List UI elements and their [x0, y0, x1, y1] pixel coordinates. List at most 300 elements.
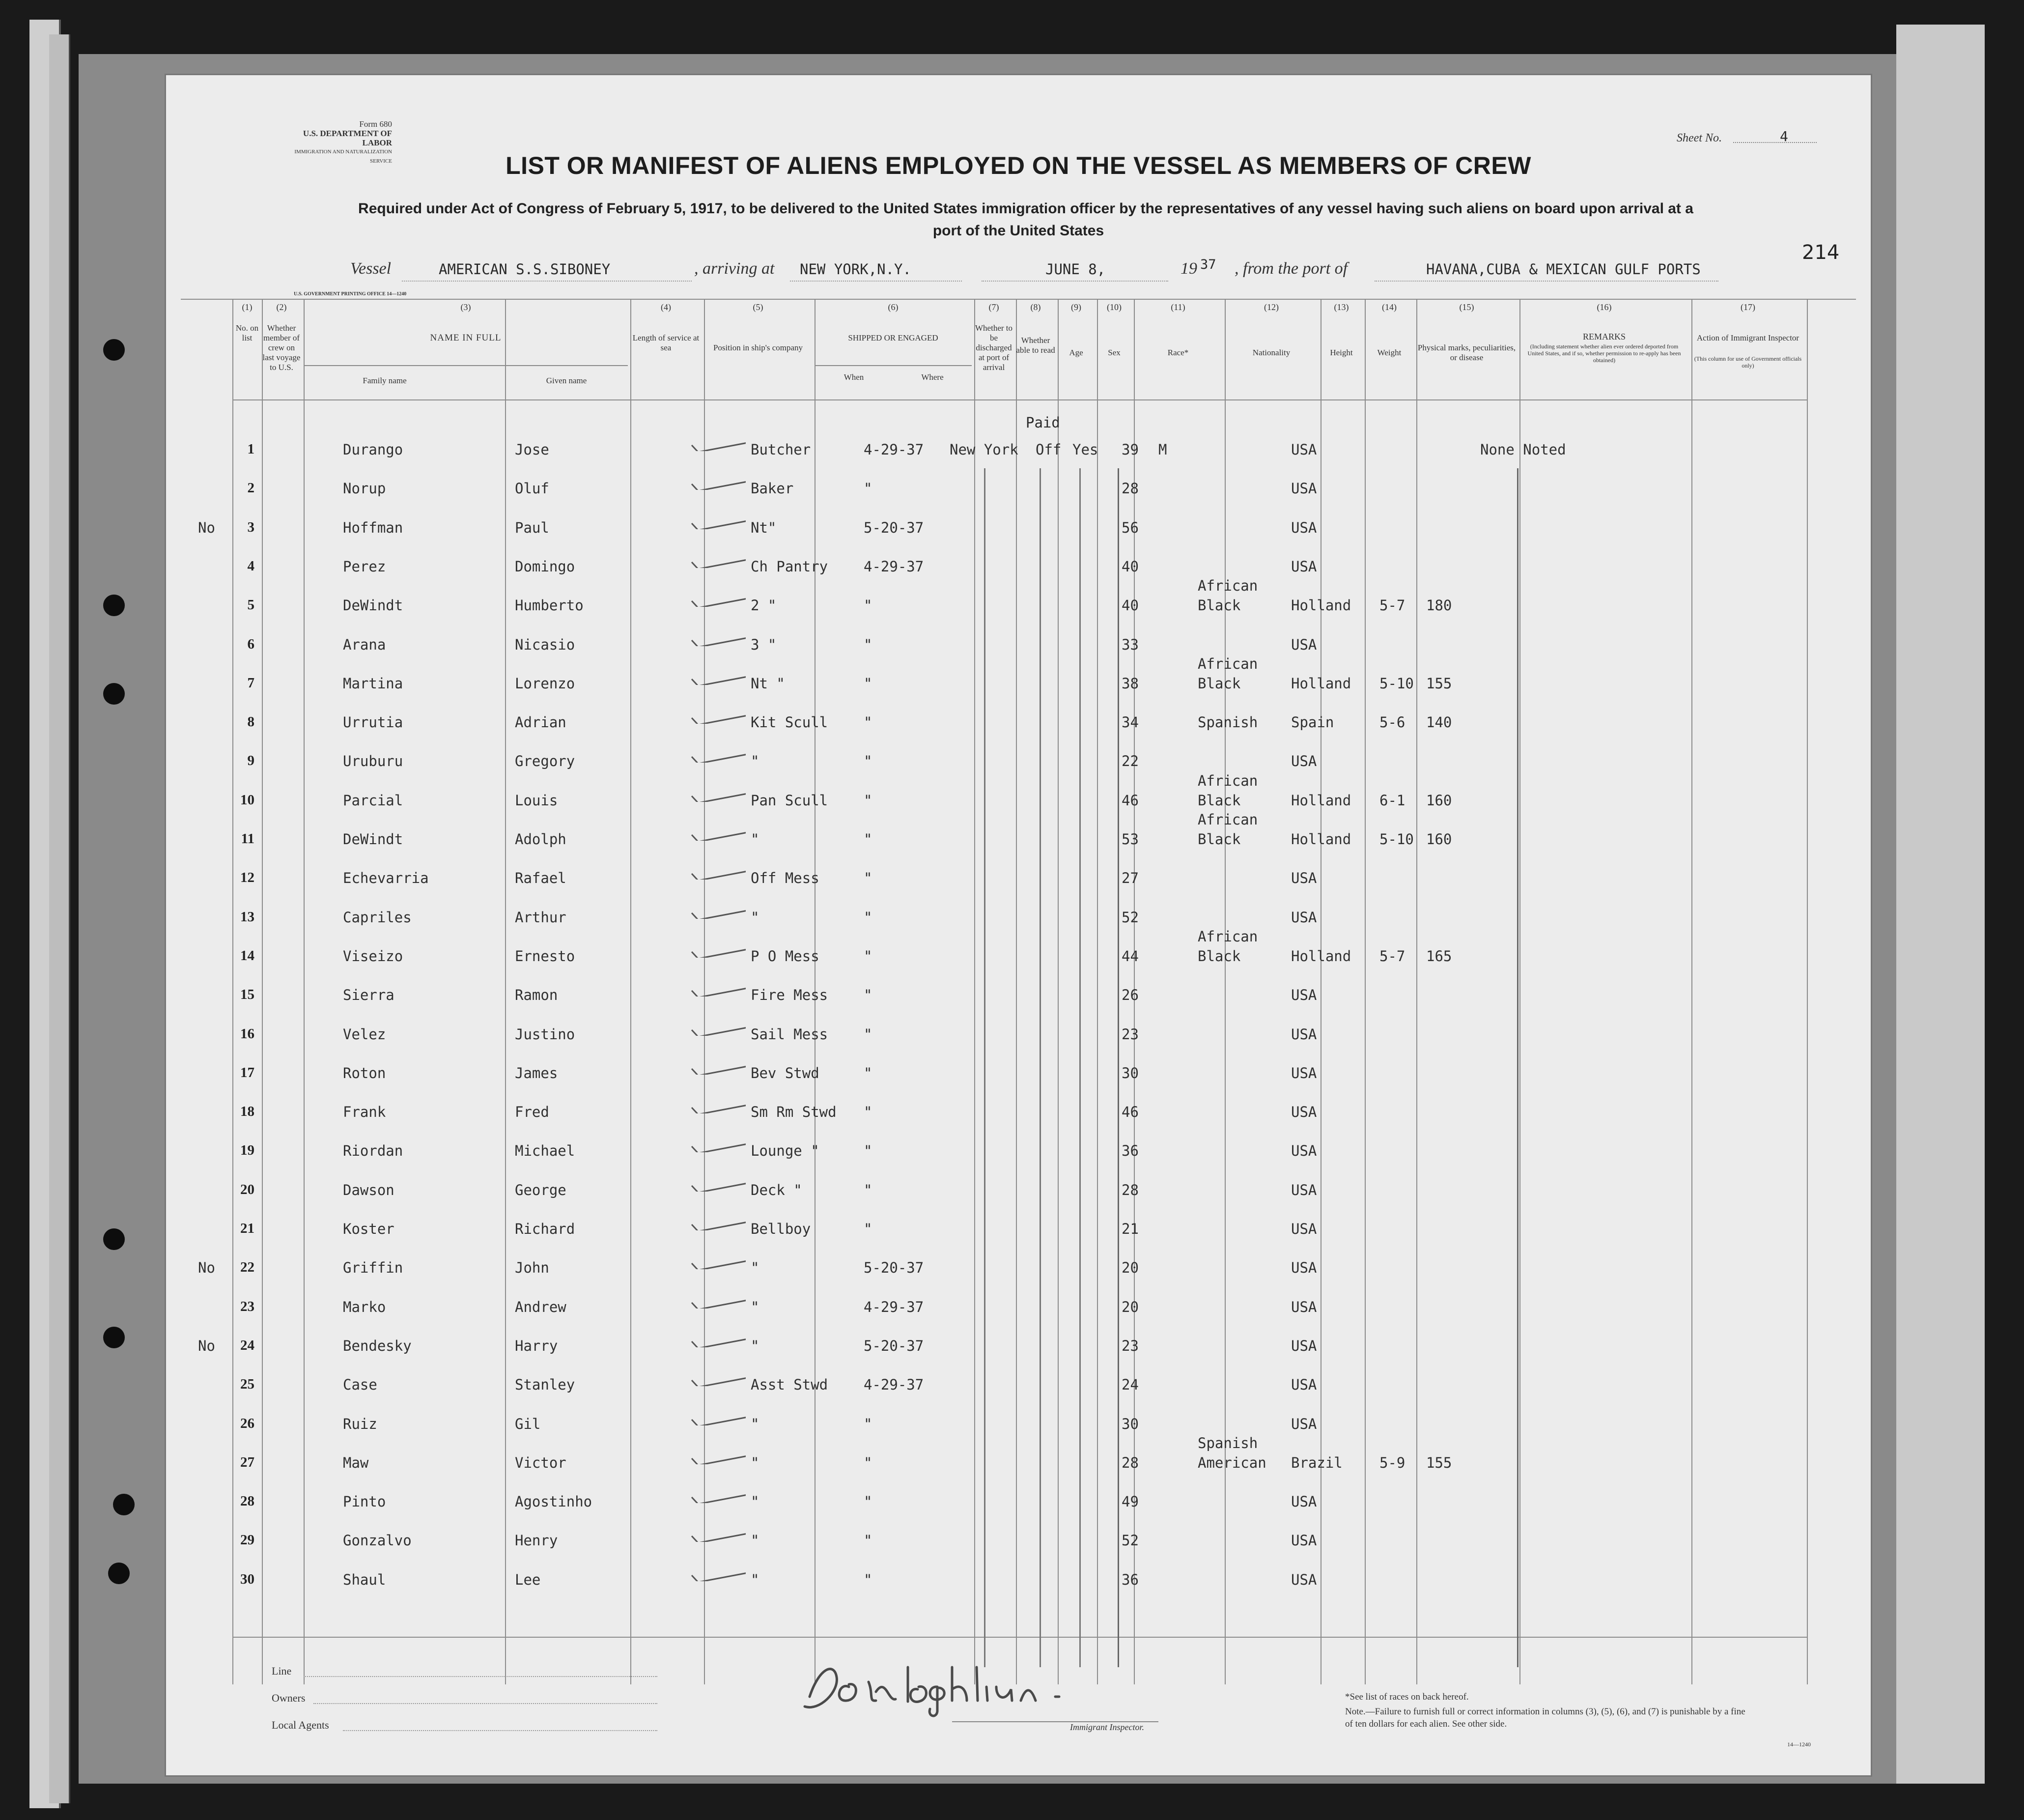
cell-given: Oluf [515, 480, 549, 497]
cell-age: 30 [1122, 1415, 1139, 1432]
table-row-rule [815, 365, 972, 366]
col-weight: Weight [1377, 348, 1402, 357]
cell-position: " [751, 831, 759, 848]
cell-nationality: USA [1291, 1025, 1317, 1043]
cell-no: 28 [240, 1493, 254, 1509]
cell-position: Ch Pantry [751, 558, 828, 575]
cell-age: 28 [1122, 1454, 1139, 1471]
cell-given: Gregory [515, 753, 575, 770]
col-16-number: (16) [1597, 302, 1612, 312]
cell-when: 4-29-37 [864, 441, 924, 458]
cell-position: " [751, 753, 759, 770]
length-of-service-check [689, 1483, 746, 1503]
cell-when: " [864, 909, 872, 926]
binder-hole [103, 683, 125, 705]
cell-nationality: Holland [1291, 597, 1351, 614]
col-5-number: (5) [753, 302, 763, 312]
cell-family: Case [343, 1376, 377, 1393]
table-column-rule [1807, 299, 1808, 1684]
subtitle-line-1: Required under Act of Congress of February 5, 1917, to be delivered to the United States immigration officer by the representatives of any vessel having such aliens on board upon arrival at a [358, 200, 1693, 217]
owners-label: Owners [272, 1692, 306, 1704]
cell-no: 5 [247, 597, 254, 613]
cell-no: 20 [240, 1181, 254, 1197]
table-column-rule [1225, 299, 1226, 1684]
vessel-label: Vessel [350, 259, 392, 278]
cell-age: 40 [1122, 558, 1139, 575]
cell-given: Henry [515, 1532, 558, 1549]
cell-no: 24 [240, 1337, 254, 1353]
cell-last: No [198, 519, 215, 536]
cell-family: Marko [343, 1298, 386, 1315]
table-column-rule [1691, 299, 1692, 1684]
binder-hole [108, 1563, 130, 1584]
cell-age: 20 [1122, 1259, 1139, 1277]
cell-weight: 160 [1426, 831, 1452, 848]
table-row-rule [232, 1637, 1807, 1638]
cell-nationality: Holland [1291, 792, 1351, 809]
cell-given: Adrian [515, 714, 566, 731]
col-15-number: (15) [1459, 302, 1474, 312]
cell-age: 24 [1122, 1376, 1139, 1393]
cell-position: " [751, 1415, 759, 1432]
cell-when: 4-29-37 [864, 1298, 924, 1315]
col-12-number: (12) [1264, 302, 1279, 312]
col-name-in-full: NAME IN FULL [430, 333, 502, 343]
col-able-to-read: Whether able to read [1016, 336, 1055, 355]
cell-nationality: USA [1291, 441, 1317, 458]
cell-nationality: Holland [1291, 675, 1351, 692]
cell-last: No [198, 1259, 215, 1277]
cell-nationality: USA [1291, 1415, 1317, 1432]
col-remarks: REMARKS [1582, 332, 1626, 341]
cell-no: 11 [241, 831, 254, 847]
cell-position: Bellboy [751, 1221, 811, 1237]
col-family-name: Family name [363, 376, 407, 385]
col-inspector-note: (This column for use of Government officials only) [1694, 355, 1802, 369]
length-of-service-check [689, 1250, 746, 1269]
cell-height: 5-6 [1379, 714, 1406, 731]
cell-nationality: USA [1291, 1259, 1317, 1277]
col-shipped-engaged: SHIPPED OR ENGAGED [848, 333, 938, 342]
cell-position: " [751, 1298, 759, 1315]
cell-no: 4 [247, 558, 254, 574]
col-14-number: (14) [1382, 302, 1397, 312]
cell-weight: 155 [1426, 675, 1452, 692]
cell-position: Deck " [751, 1181, 802, 1198]
cell-race2: Black [1198, 792, 1241, 809]
cell-position: " [751, 1571, 759, 1588]
cell-height: 5-10 [1379, 675, 1414, 692]
col-height: Height [1330, 348, 1353, 357]
length-of-service-check [689, 821, 746, 841]
cell-age: 22 [1122, 753, 1139, 770]
cell-position: Sm Rm Stwd [751, 1104, 837, 1121]
cell-no: 25 [240, 1376, 254, 1393]
cell-nationality: USA [1291, 480, 1317, 497]
cell-last: No [198, 1337, 215, 1354]
cell-given: Jose [515, 441, 549, 458]
printing-office: U.S. GOVERNMENT PRINTING OFFICE 14—1240 [294, 291, 407, 297]
cell-no: 10 [240, 792, 254, 808]
cell-no: 27 [240, 1454, 254, 1470]
cell-family: Ruiz [343, 1415, 377, 1432]
cell-family: Roton [343, 1064, 386, 1081]
col-inspector-action: Action of Immigrant Inspector [1696, 333, 1799, 342]
cell-when: " [864, 1454, 872, 1471]
col-given-name: Given name [546, 376, 587, 385]
cell-family: Arana [343, 636, 386, 653]
col-4-number: (4) [661, 302, 671, 312]
col-position: Position in ship's company [713, 343, 803, 352]
cell-height: 5-7 [1379, 597, 1406, 614]
cell-family: Sierra [343, 987, 394, 1004]
cell-when: " [864, 947, 872, 965]
date-underline [982, 281, 1168, 282]
cell-nationality: USA [1291, 636, 1317, 653]
cell-family: Capriles [343, 909, 412, 926]
table-row-rule [181, 299, 1856, 300]
cell-age: 26 [1122, 987, 1139, 1004]
subtitle-line-2: port of the United States [932, 223, 1104, 239]
paid-note: Paid [1026, 414, 1060, 431]
cell-family: Echevarria [343, 870, 429, 887]
cell-position: 2 " [751, 597, 777, 614]
cell-family: Martina [343, 675, 403, 692]
penalty-note: Note.—Failure to furnish full or correct information in columns (3), (5), (6), and (7) is punishable by a fine of ten dollars for each alien. See other side. [1345, 1706, 1745, 1729]
cell-no: 9 [247, 753, 254, 769]
length-of-service-check [689, 431, 746, 451]
cell-position: " [751, 1337, 759, 1354]
inspector-signature [790, 1648, 1104, 1721]
cell-given: Adolph [515, 831, 566, 848]
cell-family: Frank [343, 1104, 386, 1121]
cell-when: " [864, 1142, 872, 1160]
cell-nationality: USA [1291, 1337, 1317, 1354]
cell-when: " [864, 1181, 872, 1198]
length-of-service-check [689, 1366, 746, 1386]
ditto-line-marks [1517, 468, 1518, 1667]
col-race: Race* [1167, 348, 1189, 357]
cell-position: Baker [751, 480, 794, 497]
cell-race2: American [1198, 1454, 1266, 1471]
table-column-rule [1016, 299, 1017, 1684]
cell-no: 29 [240, 1532, 254, 1548]
cell-when: " [864, 792, 872, 809]
col-nationality: Nationality [1252, 348, 1291, 357]
arriving-label: , arriving at [694, 259, 775, 278]
cell-family: Durango [343, 441, 403, 458]
from-port-underline [1375, 281, 1718, 282]
cell-given: Domingo [515, 558, 575, 575]
cell-marks: None Noted [1480, 441, 1566, 458]
cell-age: 38 [1122, 675, 1139, 692]
length-of-service-check [689, 938, 746, 958]
arrival-port: NEW YORK,N.Y. [800, 261, 911, 278]
cell-no: 12 [240, 870, 254, 886]
cell-no: 22 [240, 1259, 254, 1276]
cell-when: 4-29-37 [864, 558, 924, 575]
cell-age: 23 [1122, 1337, 1139, 1354]
port-underline [790, 281, 962, 282]
cell-race2: Black [1198, 947, 1241, 965]
cell-when: " [864, 1415, 872, 1432]
col-10-number: (10) [1107, 302, 1122, 312]
cell-age: 39 [1122, 441, 1139, 458]
cell-race2: Spanish [1198, 714, 1258, 731]
cell-family: Velez [343, 1025, 386, 1043]
cell-age: 20 [1122, 1298, 1139, 1315]
cell-family: DeWindt [343, 831, 403, 848]
cell-no: 18 [240, 1104, 254, 1120]
cell-position: 3 " [751, 636, 777, 653]
cell-age: 46 [1122, 1104, 1139, 1121]
cell-no: 26 [240, 1415, 254, 1431]
cell-sex: M [1158, 441, 1167, 458]
table-column-rule [262, 299, 263, 1684]
col-11-number: (11) [1171, 302, 1185, 312]
cell-position: Pan Scull [751, 792, 828, 809]
col-7-number: (7) [988, 302, 999, 312]
cell-no: 7 [247, 675, 254, 691]
cell-given: Harry [515, 1337, 558, 1354]
table-column-rule [1058, 299, 1059, 1684]
col-13-number: (13) [1334, 302, 1349, 312]
cell-family: Bendesky [343, 1337, 412, 1354]
cell-no: 19 [240, 1142, 254, 1159]
table-column-rule [630, 299, 631, 1684]
cell-race1: African [1198, 655, 1258, 672]
cell-position: " [751, 1493, 759, 1510]
length-of-service-check [689, 1289, 746, 1308]
table-column-rule [1365, 299, 1366, 1684]
cell-age: 49 [1122, 1493, 1139, 1510]
cell-family: Uruburu [343, 753, 403, 770]
from-port-label: , from the port of [1235, 259, 1348, 278]
length-of-service-check [689, 626, 746, 646]
line-underline [304, 1676, 657, 1677]
cell-when: " [864, 1221, 872, 1237]
cell-age: 36 [1122, 1142, 1139, 1160]
cell-age: 28 [1122, 1181, 1139, 1198]
binder-hole [103, 1228, 125, 1250]
cell-race2: Black [1198, 597, 1241, 614]
cell-when: " [864, 870, 872, 887]
col-8-number: (8) [1030, 302, 1041, 312]
col-no-on-list: No. on list [235, 323, 259, 342]
cell-age: 30 [1122, 1064, 1139, 1081]
local-agents-label: Local Agents [272, 1719, 329, 1731]
length-of-service-check [689, 1016, 746, 1036]
cell-given: Agostinho [515, 1493, 592, 1510]
arrival-date: JUNE 8, [1045, 261, 1106, 278]
cell-when: " [864, 480, 872, 497]
cell-family: Riordan [343, 1142, 403, 1160]
cell-weight: 140 [1426, 714, 1452, 731]
cell-position: Bev Stwd [751, 1064, 819, 1081]
col-physical-marks: Physical marks, peculiarities, or disease [1417, 343, 1516, 362]
cell-position: Lounge " [751, 1142, 819, 1160]
line-label: Line [272, 1665, 292, 1677]
cell-position: Off Mess [751, 870, 819, 887]
year-suffix: 37 [1200, 257, 1216, 272]
cell-given: Fred [515, 1104, 549, 1121]
ditto-line-sex [1118, 468, 1119, 1667]
cell-position: " [751, 1532, 759, 1549]
col-length-of-service: Length of service at sea [632, 333, 700, 352]
cell-position: Butcher [751, 441, 811, 458]
cell-when: 5-20-37 [864, 519, 924, 536]
cell-no: 21 [240, 1221, 254, 1236]
cell-when: " [864, 597, 872, 614]
cell-no: 23 [240, 1298, 254, 1314]
table-column-rule [1097, 299, 1098, 1684]
cell-when: 4-29-37 [864, 1376, 924, 1393]
cell-nationality: Holland [1291, 947, 1351, 965]
cell-race2: Black [1198, 831, 1241, 848]
length-of-service-check [689, 1211, 746, 1230]
cell-when: " [864, 753, 872, 770]
cell-nationality: Brazil [1291, 1454, 1343, 1471]
length-of-service-check [689, 860, 746, 880]
form-code: 14—1240 [1787, 1741, 1811, 1748]
cell-nationality: USA [1291, 987, 1317, 1004]
cell-no: 2 [247, 480, 254, 496]
length-of-service-check [689, 782, 746, 802]
sheet-label: Sheet No. [1677, 132, 1722, 144]
cell-given: Paul [515, 519, 549, 536]
cell-position: " [751, 1454, 759, 1471]
cell-given: Nicasio [515, 636, 575, 653]
col-discharged: Whether to be discharged at port of arrival [975, 323, 1012, 372]
cell-nationality: USA [1291, 1104, 1317, 1121]
cell-position: P O Mess [751, 947, 819, 965]
length-of-service-check [689, 1172, 746, 1192]
cell-position: Asst Stwd [751, 1376, 828, 1393]
col-17-number: (17) [1741, 302, 1755, 312]
cell-age: 21 [1122, 1221, 1139, 1237]
form-number: Form 680 [359, 119, 392, 129]
length-of-service-check [689, 704, 746, 724]
cell-no: 13 [240, 909, 254, 925]
agents-underline [343, 1730, 657, 1731]
cell-age: 33 [1122, 636, 1139, 653]
cell-nationality: USA [1291, 1298, 1317, 1315]
cell-given: Michael [515, 1142, 575, 1160]
col-2-number: (2) [276, 302, 287, 312]
col-where: Where [921, 372, 944, 382]
cell-position: Fire Mess [751, 987, 828, 1004]
cell-given: Lorenzo [515, 675, 575, 692]
length-of-service-check [689, 587, 746, 607]
cell-no: 15 [240, 987, 254, 1003]
length-of-service-check [689, 1328, 746, 1347]
cell-given: John [515, 1259, 549, 1277]
cell-nationality: USA [1291, 519, 1317, 536]
length-of-service-check [689, 899, 746, 919]
cell-race2: Black [1198, 675, 1241, 692]
cell-age: 44 [1122, 947, 1139, 965]
cell-given: Justino [515, 1025, 575, 1043]
cell-age: 34 [1122, 714, 1139, 731]
cell-no: 16 [240, 1025, 254, 1042]
cell-race1: African [1198, 811, 1258, 828]
length-of-service-check [689, 977, 746, 996]
ditto-line-discharged [1040, 468, 1041, 1667]
sheet-number-line [1733, 142, 1817, 143]
cell-when: " [864, 831, 872, 848]
cell-weight: 165 [1426, 947, 1452, 965]
binder-hole [103, 595, 125, 616]
length-of-service-check [689, 665, 746, 685]
cell-no: 1 [247, 441, 254, 457]
cell-given: Rafael [515, 870, 566, 887]
length-of-service-check [689, 1445, 746, 1464]
cell-family: Griffin [343, 1259, 403, 1277]
binder-hole [103, 339, 125, 361]
cell-nationality: USA [1291, 909, 1317, 926]
cell-when: 5-20-37 [864, 1259, 924, 1277]
cell-given: Lee [515, 1571, 541, 1588]
cell-family: DeWindt [343, 597, 403, 614]
page-title: LIST OR MANIFEST OF ALIENS EMPLOYED ON THE VESSEL AS MEMBERS OF CREW [506, 152, 1531, 179]
cell-nationality: USA [1291, 1571, 1317, 1588]
cell-age: 40 [1122, 597, 1139, 614]
cell-given: James [515, 1064, 558, 1081]
cell-nationality: USA [1291, 1181, 1317, 1198]
col-remarks-note: (Including statement whether alien ever ordered deported from United States, and if so, whether permission to re-apply has been obtained) [1527, 343, 1681, 364]
cell-nationality: USA [1291, 870, 1317, 887]
length-of-service-check [689, 470, 746, 490]
cell-position: " [751, 1259, 759, 1277]
col-age: Age [1069, 348, 1083, 357]
stamp-number: 214 [1802, 241, 1840, 264]
length-of-service-check [689, 1094, 746, 1113]
cell-nationality: USA [1291, 1493, 1317, 1510]
cell-no: 17 [240, 1064, 254, 1081]
races-note: *See list of races on back hereof. [1345, 1692, 1469, 1702]
cell-weight: 160 [1426, 792, 1452, 809]
cell-weight: 155 [1426, 1454, 1452, 1471]
table-column-rule [304, 299, 305, 1684]
cell-height: 5-9 [1379, 1454, 1406, 1471]
cell-when: " [864, 1493, 872, 1510]
cell-height: 6-1 [1379, 792, 1406, 809]
ditto-line-read [1079, 468, 1081, 1667]
cell-when: 5-20-37 [864, 1337, 924, 1354]
cell-when: " [864, 987, 872, 1004]
cell-age: 52 [1122, 1532, 1139, 1549]
sheet-number: 4 [1780, 128, 1788, 144]
cell-age: 46 [1122, 792, 1139, 809]
table-column-rule [1416, 299, 1417, 1684]
cell-nationality: USA [1291, 753, 1317, 770]
department: U.S. DEPARTMENT OF LABOR [303, 129, 392, 147]
length-of-service-check [689, 1406, 746, 1425]
cell-height: 5-10 [1379, 831, 1414, 848]
cell-when: " [864, 675, 872, 692]
cell-height: 5-7 [1379, 947, 1406, 965]
inspector-label: Immigrant Inspector. [1070, 1722, 1144, 1732]
col-when: When [843, 372, 864, 382]
cell-family: Shaul [343, 1571, 386, 1588]
cell-no: 3 [247, 519, 254, 535]
cell-family: Norup [343, 480, 386, 497]
cell-race1: African [1198, 577, 1258, 595]
cell-position: Sail Mess [751, 1025, 828, 1043]
binder-strip-right [1896, 25, 1985, 1784]
length-of-service-check [689, 1055, 746, 1075]
vessel-name: AMERICAN S.S.SIBONEY [439, 261, 611, 278]
